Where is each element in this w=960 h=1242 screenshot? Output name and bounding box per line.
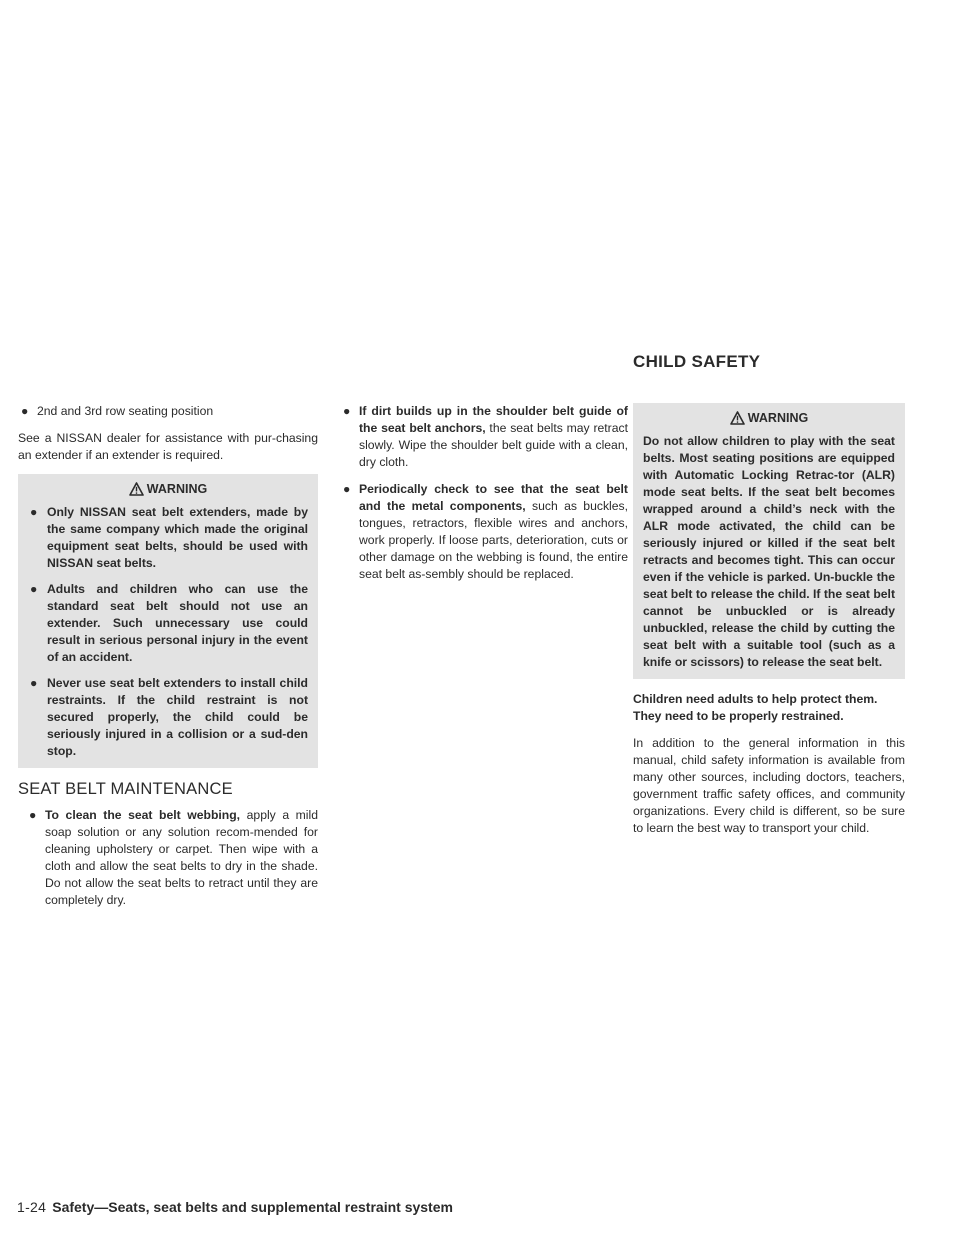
warning-label: WARNING	[747, 411, 809, 425]
bullet-bold-lead: To clean the seat belt webbing,	[45, 808, 241, 822]
warning-box-extenders	[18, 474, 318, 768]
warning-text: Do not allow children to play with the seat belts. Most seating positions are equipped with Automatic Locking Retrac-tor (ALR) mode seat belts. If the seat belt becomes wrapped around a child’s neck with the ALR mode activated, the child can be seriously injured or killed if the seat belt retracts and becomes tight. This can occur even if the vehicle is parked. Un-buckle the seat belt to release the child. If the seat belt cannot be unbuckled or is already unbuckled, release the child by cutting the seat belt with a suitable tool (such as a knife or scissors) to release the seat belt.	[643, 434, 895, 669]
section-title-maintenance: SEAT BELT MAINTENANCE	[18, 780, 233, 798]
bullet-dot: ●	[343, 404, 351, 418]
bullet-bold-lead: Periodically check to see that the seat belt and the metal components,	[359, 482, 628, 513]
warning-item	[28, 504, 308, 572]
child-safety-info-paragraph: In addition to the general information in this manual, child safety information is available from many other sources, including doctors, teachers, government traffic safety offices, and community organizations. Every child is different, so be sure to learn the best way to transport your child.	[633, 736, 905, 835]
warning-item	[28, 675, 308, 760]
warning-header	[643, 409, 895, 427]
warning-item-text: Adults and children who can use the standard seat belt should not use an extender. Such unnecessary use could result in serious personal injury in the event of an accident.	[47, 582, 308, 664]
maintenance-bullet	[340, 403, 628, 471]
bullet-text: apply a mild soap solution or any solution recom-mended for cleaning upholstery or carpet. Then wipe with a cloth and allow the seat belts to dry in the shade. Do not allow the seat belts to retract until they are completely dry.	[45, 808, 318, 907]
extender-paragraph: See a NISSAN dealer for assistance with pur-chasing an extender if an extender is required.	[18, 431, 318, 462]
bullet-bold-lead: If dirt builds up in the shoulder belt guide of the seat belt anchors,	[359, 404, 628, 435]
bullet-dot: ●	[30, 582, 38, 596]
column-right	[633, 403, 905, 847]
footer-title: Safety—Seats, seat belts and supplemental restraint system	[52, 1199, 453, 1215]
column-middle	[340, 403, 628, 593]
page-number: 1-24	[17, 1199, 47, 1215]
bullet-text: the seat belts may retract slowly. Wipe the shoulder belt guide with a clean, dry cloth.	[359, 421, 629, 469]
bullet-dot: ●	[343, 482, 351, 496]
bullet-dot: ●	[30, 505, 38, 519]
warning-label: WARNING	[146, 482, 208, 496]
seating-position-bullet	[18, 403, 318, 420]
warning-triangle-icon	[730, 411, 745, 425]
children-need-adults: Children need adults to help protect them. They need to be properly restrained.	[633, 692, 878, 723]
bullet-text: 2nd and 3rd row seating position	[37, 404, 214, 418]
maintenance-bullet	[340, 481, 628, 583]
warning-item-text: Never use seat belt extenders to install child restraints. If the child restraint is not secured properly, the child could be seriously injured in a collision or a sud-den stop.	[47, 676, 308, 758]
chapter-title: CHILD SAFETY	[633, 352, 761, 371]
bullet-text: such as buckles, tongues, retractors, flexible wires and anchors, work properly. If loose parts, deterioration, cuts or other damage on the webbing is found, the entire seat belt as-sembly should be replaced.	[359, 499, 628, 581]
warning-triangle-icon	[129, 482, 144, 496]
warning-box-children	[633, 403, 905, 679]
page-footer	[17, 1199, 453, 1215]
bullet-dot: ●	[21, 404, 29, 418]
warning-item-text: Only NISSAN seat belt extenders, made by the same company which made the original equipment seat belts, should be used with NISSAN seat belts.	[47, 505, 308, 570]
column-left	[18, 403, 318, 919]
bullet-dot: ●	[29, 808, 37, 822]
warning-item	[28, 581, 308, 666]
maintenance-bullet	[18, 807, 318, 909]
bullet-dot: ●	[30, 676, 38, 690]
warning-header	[28, 480, 308, 498]
